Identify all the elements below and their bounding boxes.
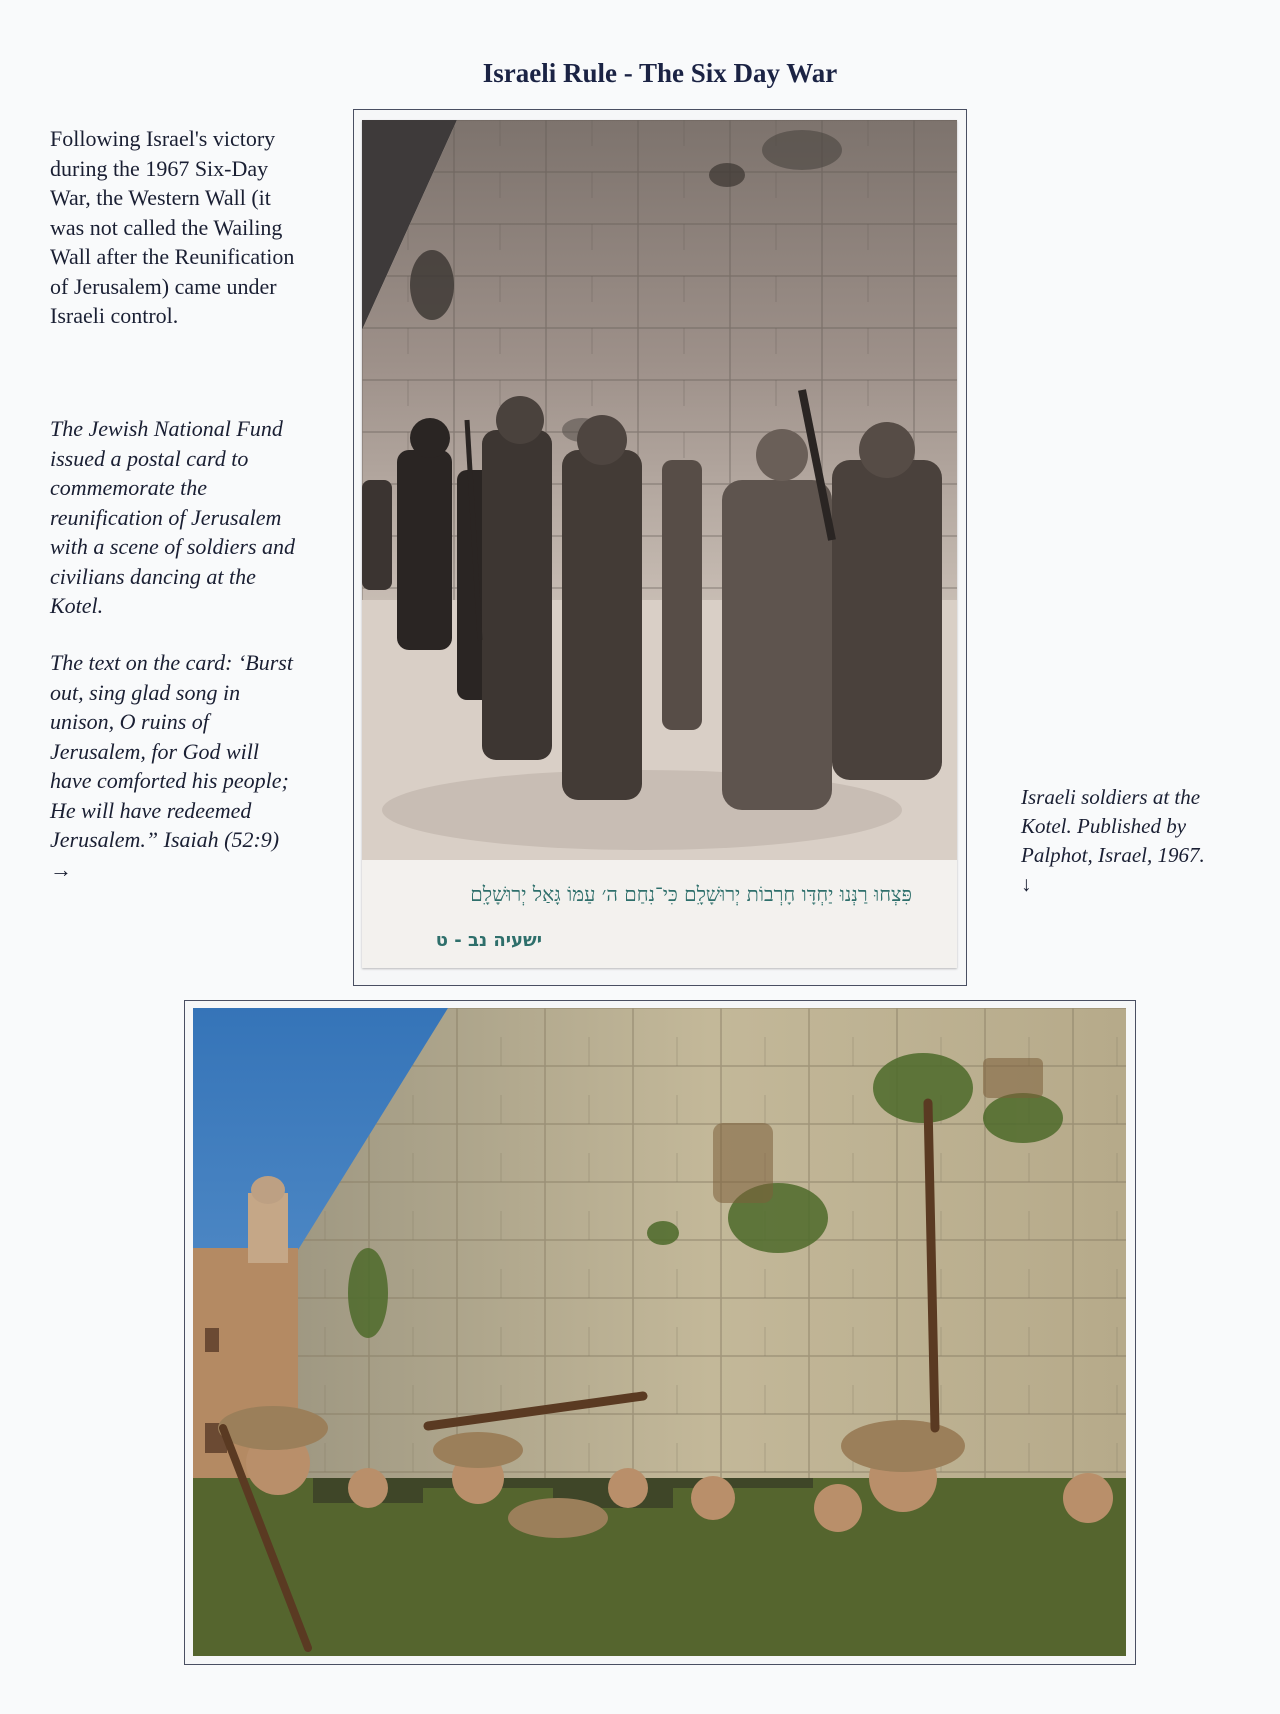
palphot-postcard-photo xyxy=(193,1008,1126,1656)
palphot-caption xyxy=(1021,783,1251,899)
isaiah-verse-hebrew: פִּצְחוּ רַנְּנוּ יַחְדָּו חָרְבוֹת יְרוּשָׁלִָם כִּי־נִחַם ה׳ עַמּוֹ גָּאַל יְרוּשָׁלִָם xyxy=(470,882,912,906)
isaiah-reference-hebrew: ישעיה נב - ט xyxy=(435,930,542,951)
page-title: Israeli Rule - The Six Day War xyxy=(482,58,838,88)
soldiers-dancing-photo xyxy=(362,120,957,860)
palphot-caption-text: Israeli soldiers at the Kotel. Published by Palphot, Israel, 1967. xyxy=(1021,785,1205,867)
postal-card-text-panel xyxy=(362,860,957,968)
jnf-paragraph: The Jewish National Fund issued a postal card to commemorate the reunification of Jerusalem with a scene of soldiers and civilians dancing at the Kotel. xyxy=(50,416,296,618)
postal-card xyxy=(362,120,957,968)
intro-paragraph: Following Israel's victory during the 1967 Six-Day War, the Western Wall (it was not called the Wailing Wall after the Reunification of Jerusalem) came under Israeli control. xyxy=(50,126,295,328)
right-arrow-icon: → xyxy=(50,856,72,882)
down-arrow-icon: ↓ xyxy=(1021,872,1032,896)
card-text-quote: The text on the card: ‘Burst out, sing glad song in unison, O ruins of Jerusalem, for God will have comforted his people; He will have redeemed Jerusalem.” Isaiah (52:9) xyxy=(50,650,293,852)
card-text-paragraph xyxy=(50,648,300,884)
